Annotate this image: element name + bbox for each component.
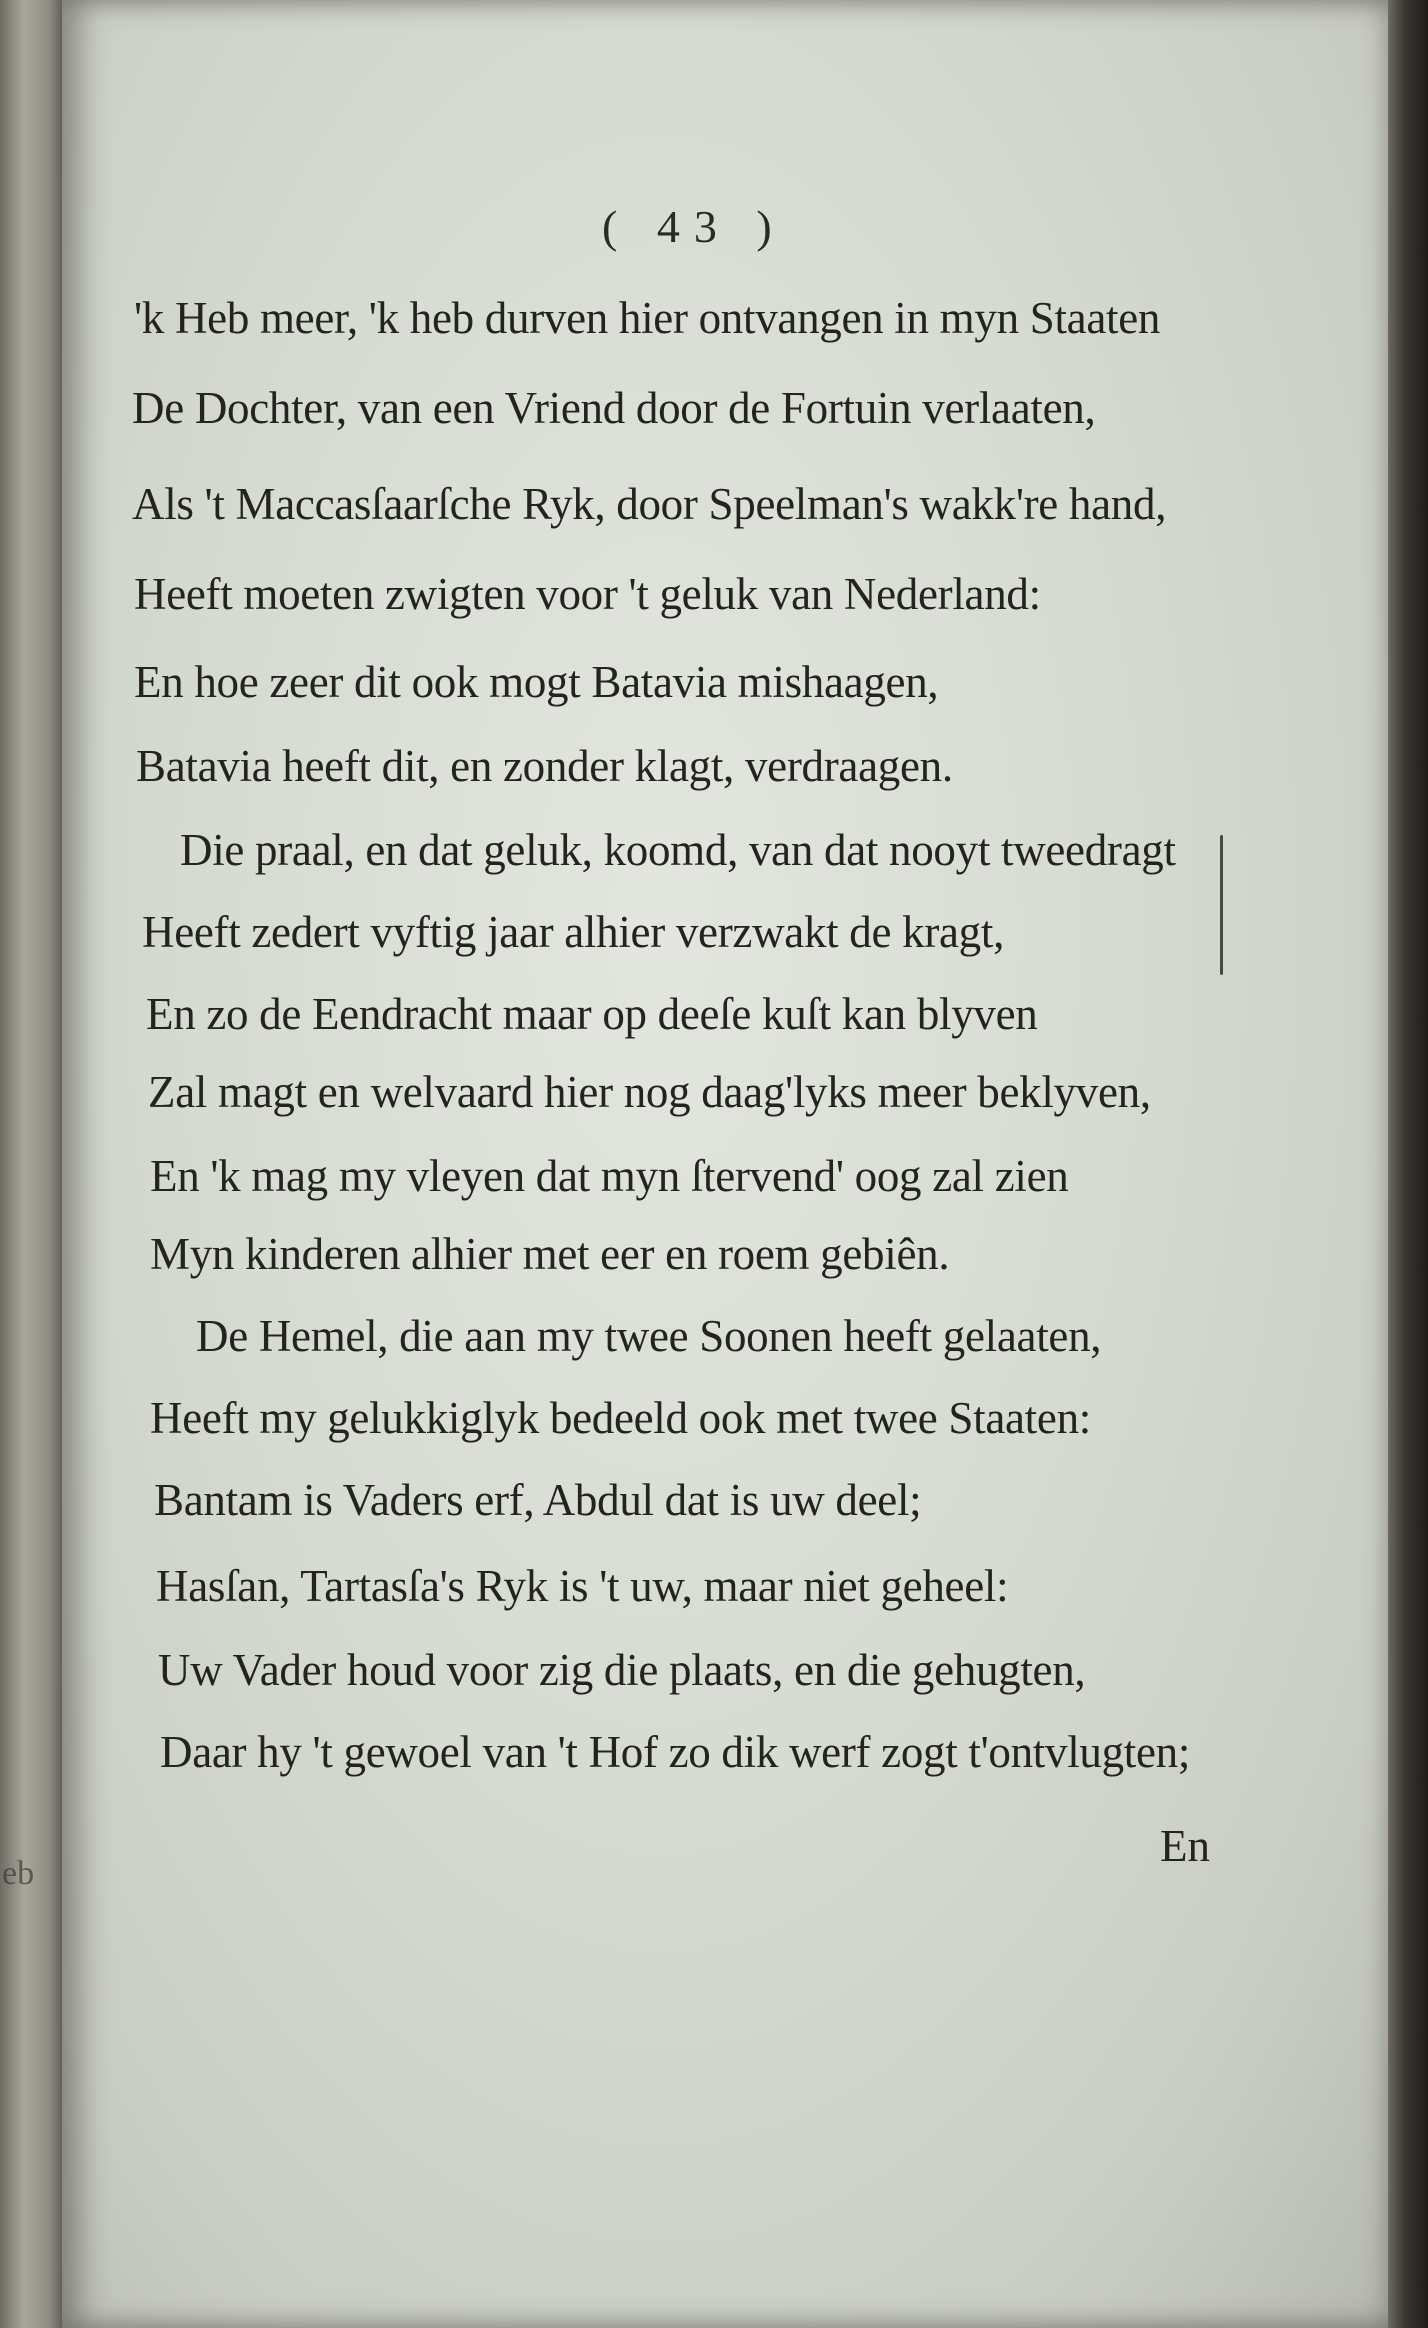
left-page-fragment: eb xyxy=(2,1855,35,1892)
verse-line: Heeft moeten zwigten voor 't geluk van Nederland: xyxy=(134,569,1041,619)
verse-line: Bantam is Vaders erf, Abdul dat is uw deel; xyxy=(154,1475,922,1525)
verse-line: Zal magt en welvaard hier nog daag'lyks meer beklyven, xyxy=(148,1067,1151,1117)
book-page xyxy=(62,0,1392,2328)
verse-line: Heeft zedert vyftig jaar alhier verzwakt de kragt, xyxy=(142,907,1005,957)
verse-line: 'k Heb meer, 'k heb durven hier ontvangen in myn Staaten xyxy=(134,293,1161,343)
verse-line: Die praal, en dat geluk, koomd, van dat nooyt tweedragt xyxy=(180,825,1176,875)
verse-line: Hasſan, Tartasſa's Ryk is 't uw, maar niet geheel: xyxy=(156,1561,1009,1611)
verse-line: En 'k mag my vleyen dat myn ſtervend' oog zal zien xyxy=(150,1151,1069,1201)
verse-line: Heeft my gelukkiglyk bedeeld ook met twee Staaten: xyxy=(150,1393,1091,1443)
verse-line: Uw Vader houd voor zig die plaats, en die gehugten, xyxy=(158,1645,1086,1695)
page-number: ( 43 ) xyxy=(602,201,786,252)
adjacent-left-page xyxy=(0,0,70,2328)
verse-line: En zo de Eendracht maar op deeſe kuſt kan blyven xyxy=(146,989,1038,1039)
verse-line: Daar hy 't gewoel van 't Hof zo dik werf zogt t'ontvlugten; xyxy=(160,1727,1191,1777)
verse-line: Als 't Maccasſaarſche Ryk, door Speelman's wakk're hand, xyxy=(132,479,1167,529)
verse-line: En hoe zeer dit ook mogt Batavia mishaagen, xyxy=(134,657,939,707)
verse-line: De Hemel, die aan my twee Soonen heeft gelaaten, xyxy=(196,1311,1102,1361)
book-binding-edge xyxy=(1388,0,1428,2328)
verse-line: Myn kinderen alhier met eer en roem gebiên. xyxy=(150,1229,950,1279)
catchword: En xyxy=(1160,1821,1210,1871)
verse-line: Batavia heeft dit, en zonder klagt, verdraagen. xyxy=(136,741,953,791)
verse-line: De Dochter, van een Vriend door de Fortuin verlaaten, xyxy=(132,383,1096,433)
margin-bracket-mark xyxy=(1220,835,1223,975)
